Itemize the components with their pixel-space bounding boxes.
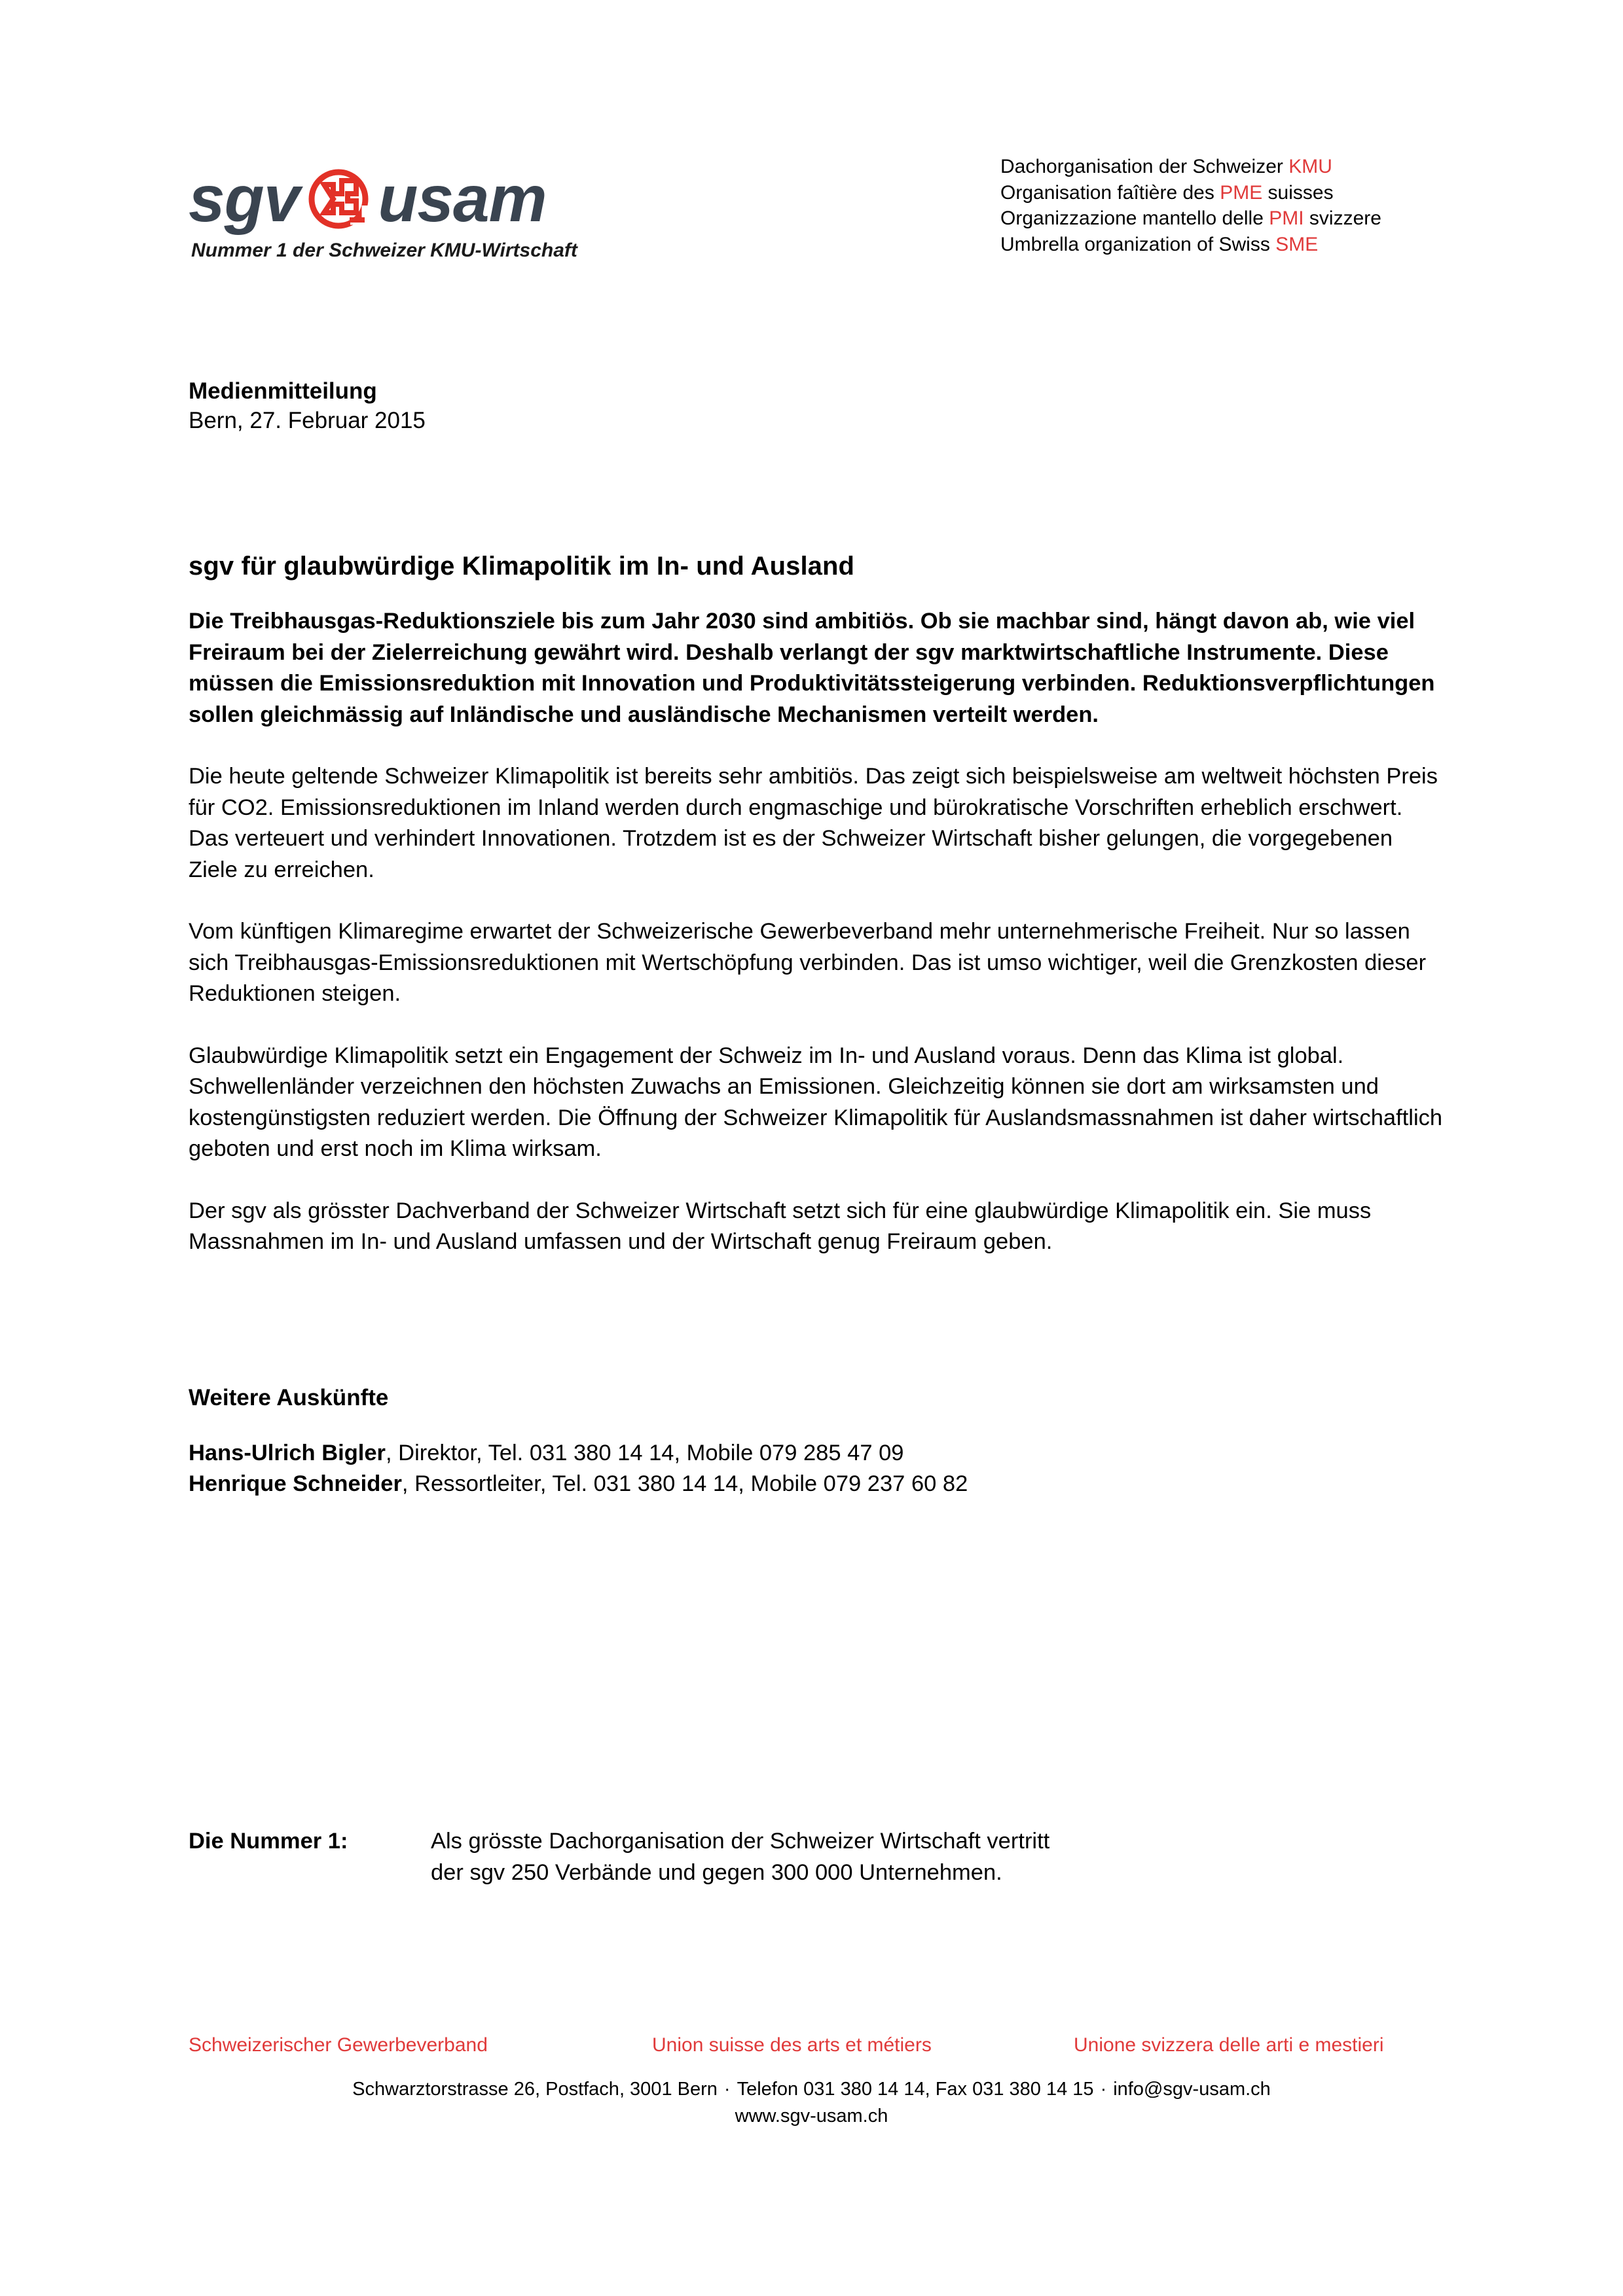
contact-details: , Ressortleiter, Tel. 031 380 14 14, Mobile 079 237 60 82 <box>401 1471 968 1496</box>
footer-separator: · <box>1100 2079 1107 2100</box>
footer-address-line <box>0 2076 1623 2103</box>
contacts-heading: Weitere Auskünfte <box>189 1384 389 1410</box>
header-lang-fr-prefix: Organisation faîtière des <box>1000 181 1220 204</box>
header-lang-fr <box>1000 180 1381 206</box>
logo-tagline: Nummer 1 der Schweizer KMU-Wirtschaft <box>191 240 577 261</box>
page-header <box>0 147 1623 278</box>
footer-email[interactable]: info@sgv-usam.ch <box>1113 2079 1271 2100</box>
header-lang-en-accent: SME <box>1275 233 1319 255</box>
dateline: Bern, 27. Februar 2015 <box>189 408 426 433</box>
footer-website[interactable]: www.sgv-usam.ch <box>735 2106 888 2126</box>
header-lang-en <box>1000 232 1381 258</box>
header-lang-it <box>1000 206 1381 232</box>
contact-row <box>189 1413 1446 1469</box>
header-lang-fr-accent: PME <box>1220 181 1263 204</box>
lead-paragraph: Die Treibhausgas-Reduktionsziele bis zum Jahr 2030 sind ambitiös. Ob sie machbar sind, hängt davon ab, wie viel Freiraum bei der Zielerreichung gewährt wird. Deshalb verlangt der sgv marktwirtschaftliche Instrumente. Diese müssen die Emissionsreduktion mit Innovation und Produktivitätssteigerung verbinden. Reduktionsverpflichtungen sollen gleichmässig auf Inländische und ausländische Mechanismen verteilt werden. <box>189 609 1435 727</box>
header-lang-en-prefix: Umbrella organization of Swiss <box>1000 233 1276 255</box>
contact-name: Hans-Ulrich Bigler <box>189 1440 386 1465</box>
body-paragraph-4: Der sgv als grösster Dachverband der Schweizer Wirtschaft setzt sich für eine glaubwürdige Klimapolitik ein. Sie muss Massnahmen im In- und Ausland umfassen und der Wirtschaft genug Freiraum geben. <box>189 1198 1372 1254</box>
document-kind: Medienmitteilung <box>189 378 377 404</box>
header-lang-it-suffix: svizzere <box>1304 207 1381 229</box>
boilerplate-line-2: der sgv 250 Verbände und gegen 300 000 Unternehmen. <box>431 1859 1002 1885</box>
footer-org-fr: Union suisse des arts et métiers <box>652 2034 932 2056</box>
footer-org-names <box>0 2032 1623 2065</box>
footer-phone: Telefon 031 380 14 14, Fax 031 380 14 15 <box>737 2079 1094 2100</box>
page-footer <box>0 2032 1623 2130</box>
boilerplate-text <box>431 1826 1446 1888</box>
boilerplate-label: Die Nummer 1: <box>189 1829 348 1854</box>
contact-row <box>189 1469 1446 1500</box>
header-lang-it-prefix: Organizzazione mantello delle <box>1000 207 1269 229</box>
sgv-emblem-icon <box>304 165 373 233</box>
header-language-lines <box>1000 154 1381 257</box>
footer-address: Schwarztorstrasse 26, Postfach, 3001 Bern <box>352 2079 718 2100</box>
header-lang-de <box>1000 154 1381 180</box>
document-body <box>189 376 1446 1500</box>
header-lang-de-accent: KMU <box>1288 156 1332 177</box>
logo-wordmark-left: sgv <box>189 162 300 236</box>
footer-org-it: Unione svizzera delle arti e mestieri <box>1074 2034 1384 2056</box>
body-paragraph-3: Glaubwürdige Klimapolitik setzt ein Engagement der Schweiz im In- und Ausland voraus. Denn das Klima ist global. Schwellenländer verzeichnen den höchsten Zuwachs an Emissionen. Gleichzeitig können sie dort am wirksamsten und kostengünstigsten reduziert werden. Die Öffnung der Schweizer Klimapolitik für Auslandsmassnahmen ist daher wirtschaftlich geboten und erst noch im Klima wirksam. <box>189 1043 1443 1161</box>
body-paragraph-1: Die heute geltende Schweizer Klimapolitik ist bereits sehr ambitiös. Das zeigt sich beispielsweise am weltweit höchsten Preis für CO2. Emissionsreduktionen im Inland werden durch engmaschige und bürokratische Vorschriften erheblich erschwert. Das verteuert und verhindert Innovationen. Trotzdem ist es der Schweizer Wirtschaft bisher gelungen, die vorgegebenen Ziele zu erreichen. <box>189 764 1438 882</box>
logo-wordmark-right: usam <box>378 162 547 236</box>
header-lang-it-accent: PMI <box>1269 207 1304 229</box>
boilerplate-line-1: Als grösste Dachorganisation der Schweizer Wirtschaft vertritt <box>431 1829 1050 1854</box>
header-lang-fr-suffix: suisses <box>1262 181 1334 204</box>
sgv-usam-logo <box>189 164 594 261</box>
footer-separator: · <box>723 2079 731 2100</box>
page-title: sgv für glaubwürdige Klimapolitik im In- und Ausland <box>189 552 855 581</box>
footer-org-de: Schweizerischer Gewerbeverband <box>189 2034 488 2056</box>
boilerplate-block <box>189 1826 1446 1888</box>
contact-name: Henrique Schneider <box>189 1471 402 1496</box>
header-lang-de-prefix: Dachorganisation der Schweizer <box>1000 156 1289 177</box>
contact-details: , Direktor, Tel. 031 380 14 14, Mobile 079 285 47 09 <box>385 1440 904 1465</box>
body-paragraph-2: Vom künftigen Klimaregime erwartet der Schweizerische Gewerbeverband mehr unternehmerische Freiheit. Nur so lassen sich Treibhausgas-Emissionsreduktionen mit Wertschöpfung verbinden. Das ist umso wichtiger, weil die Grenzkosten dieser Reduktionen steigen. <box>189 919 1427 1006</box>
logo-wordmark <box>189 164 594 234</box>
